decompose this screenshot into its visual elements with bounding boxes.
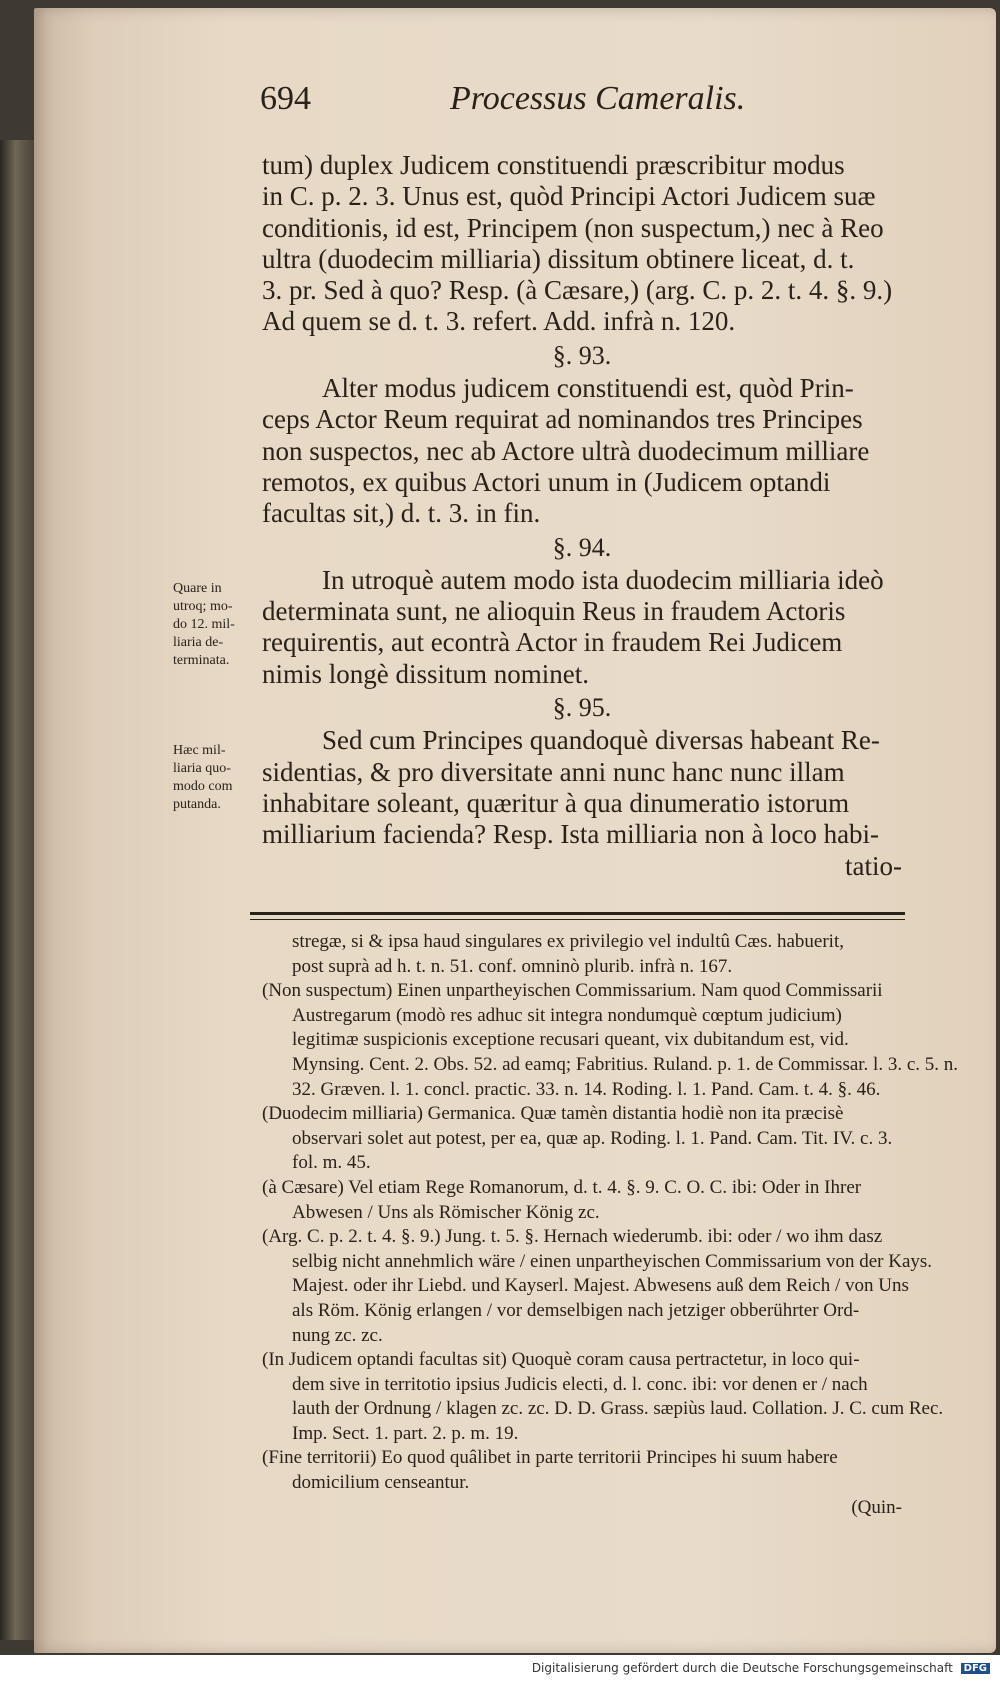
marginal-line: do 12. mil- <box>173 617 235 632</box>
note-line: (Duodecim milliaria) Germanica. Quæ tamèn distantia hodiè non ita præcisè <box>262 1103 844 1125</box>
note-line: fol. m. 45. <box>292 1152 371 1174</box>
text-line: sidentias, & pro diversitate anni nunc hanc nunc illam <box>262 756 845 787</box>
text-line: Alter modus judicem constituendi est, quòd Prin- <box>322 373 854 404</box>
marginal-note-1 <box>173 580 255 670</box>
marginal-line: Quare in <box>173 581 222 596</box>
text-line: determinata sunt, ne alioquin Reus in fraudem Actoris <box>262 596 846 627</box>
page-header <box>260 80 900 140</box>
paragraph-1 <box>262 150 902 338</box>
main-text <box>262 150 902 882</box>
text-line: inhabitare soleant, quæritur à qua dinumeratio istorum <box>262 787 850 818</box>
note-line: nung zc. zc. <box>292 1324 383 1346</box>
text-line: milliarium facienda? Resp. Ista milliaria non à loco habi- <box>262 819 880 850</box>
footer-bar <box>0 1655 1000 1681</box>
footnote <box>262 1225 933 1348</box>
note-line: observari solet aut potest, per ea, quæ ap. Roding. l. 1. Pand. Cam. Tit. IV. c. 3. <box>292 1127 893 1149</box>
note-line: (Fine territorii) Eo quod quâlibet in parte territorii Principes hi suum habere <box>262 1447 838 1469</box>
text-line: ceps Actor Reum requirat ad nominandos tres Principes <box>262 404 863 435</box>
text-line: conditionis, id est, Principem (non suspectum,) nec à Reo <box>262 212 884 243</box>
catchword: tatio- <box>845 850 902 881</box>
note-line: (à Cæsare) Vel etiam Rege Romanorum, d. t. 4. §. 9. C. O. C. ibi: Oder in Ihrer <box>262 1176 862 1198</box>
note-line: legitimæ suspicionis exceptione recusari queant, vix dubitandum est, vid. <box>292 1029 849 1051</box>
marginal-line: modo com <box>173 779 233 794</box>
note-line: Majest. oder ihr Liebd. und Kayserl. Majest. Abwesens auß dem Reich / von Uns <box>292 1275 909 1297</box>
footnote <box>262 1348 944 1446</box>
note-line: post suprà ad h. t. n. 51. conf. omninò plurib. infrà n. 167. <box>292 955 733 977</box>
dfg-credit <box>532 1661 990 1675</box>
note-line: (Non suspectum) Einen unpartheyischen Commissarium. Nam quod Commissarii <box>262 980 883 1002</box>
footnote-catchword: (Quin- <box>851 1496 902 1518</box>
note-line: Austregarum (modò res adhuc sit integra nondumquè cœptum judicium) <box>292 1004 842 1026</box>
text-line: in C. p. 2. 3. Unus est, quòd Principi Actori Judicem suæ <box>262 181 876 212</box>
marginal-line: liaria de- <box>173 635 224 650</box>
text-line: facultas sit,) d. t. 3. in fin. <box>262 498 541 529</box>
note-line: dem sive in territotio ipsius Judicis electi, d. l. conc. ibi: vor denen er / nach <box>292 1373 868 1395</box>
paragraph-2 <box>262 373 902 529</box>
note-line: domicilium censeantur. <box>292 1472 470 1494</box>
note-line: als Röm. König erlangen / vor demselbigen nach jetziger obberührter Ord- <box>292 1299 860 1321</box>
section-heading: §. 93. <box>552 340 612 370</box>
marginal-line: terminata. <box>173 653 230 668</box>
note-line: Imp. Sect. 1. part. 2. p. m. 19. <box>292 1422 519 1444</box>
marginal-note-2 <box>173 742 255 814</box>
paragraph-3 <box>262 565 902 690</box>
text-line: ultra (duodecim milliaria) dissitum obtinere liceat, d. t. <box>262 243 855 274</box>
footnote <box>262 1176 902 1225</box>
book-binding <box>0 140 34 1640</box>
note-line: (Arg. C. p. 2. t. 4. §. 9.) Jung. t. 5. §. Hernach wiederumb. ibi: oder / wo ihm dasz <box>262 1226 883 1248</box>
marginal-line: utroq; mo- <box>173 599 233 614</box>
note-line: 32. Græven. l. 1. concl. practic. 33. n. 14. Roding. l. 1. Pand. Cam. t. 4. §. 46. <box>292 1078 881 1100</box>
dfg-logo-icon: DFG <box>961 1663 990 1674</box>
running-title: Processus Cameralis. <box>450 80 746 117</box>
footnote <box>262 979 959 1102</box>
text-line: 3. pr. Sed à quo? Resp. (à Cæsare,) (arg. C. p. 2. t. 4. §. 9.) <box>262 275 893 306</box>
text-line: remotos, ex quibus Actori unum in (Judicem optandi <box>262 466 831 497</box>
footnotes <box>262 930 959 1520</box>
note-line: lauth der Ordnung / klagen zc. zc. D. D. Grass. sæpiùs laud. Collation. J. C. cum Rec. <box>292 1398 944 1420</box>
text-line: Sed cum Principes quandoquè diversas habeant Re- <box>322 725 880 756</box>
footnote <box>262 930 902 979</box>
note-line: Mynsing. Cent. 2. Obs. 52. ad eamq; Fabritius. Ruland. p. 1. de Commissar. l. 3. c. 5. n. <box>292 1053 959 1075</box>
marginal-line: liaria quo- <box>173 761 231 776</box>
footnote-rule <box>250 912 905 915</box>
text-line: nimis longè dissitum nominet. <box>262 658 590 689</box>
note-line: stregæ, si & ipsa haud singulares ex privilegio vel indultû Cæs. habuerit, <box>292 931 844 952</box>
text-line: Ad quem se d. t. 3. refert. Add. infrà n. 120. <box>262 306 736 337</box>
text-line: non suspectos, nec ab Actore ultrà duodecimum milliare <box>262 435 870 466</box>
footnote <box>262 1446 902 1520</box>
text-line: In utroquè autem modo ista duodecim milliaria ideò <box>322 564 884 595</box>
note-line: (In Judicem optandi facultas sit) Quoquè coram causa pertractetur, in loco qui- <box>262 1349 860 1371</box>
section-heading: §. 95. <box>552 693 612 723</box>
note-line: selbig nicht annehmlich wäre / einen unpartheyischen Commissarium von der Kays. <box>292 1250 933 1272</box>
text-line: tum) duplex Judicem constituendi præscribitur modus <box>262 150 845 180</box>
section-heading: §. 94. <box>552 532 612 562</box>
credit-text: Digitalisierung gefördert durch die Deutsche Forschungsgemeinschaft <box>531 1661 953 1675</box>
marginal-line: Hæc mil- <box>173 743 226 758</box>
page-number: 694 <box>260 80 311 117</box>
paragraph-4 <box>262 725 902 881</box>
footnote <box>262 1102 902 1176</box>
note-line: Abwesen / Uns als Römischer König zc. <box>292 1201 600 1223</box>
text-line: requirentis, aut econtrà Actor in fraudem Rei Judicem <box>262 627 843 658</box>
footnote-rule-thin <box>250 919 905 920</box>
marginal-line: putanda. <box>173 797 221 812</box>
